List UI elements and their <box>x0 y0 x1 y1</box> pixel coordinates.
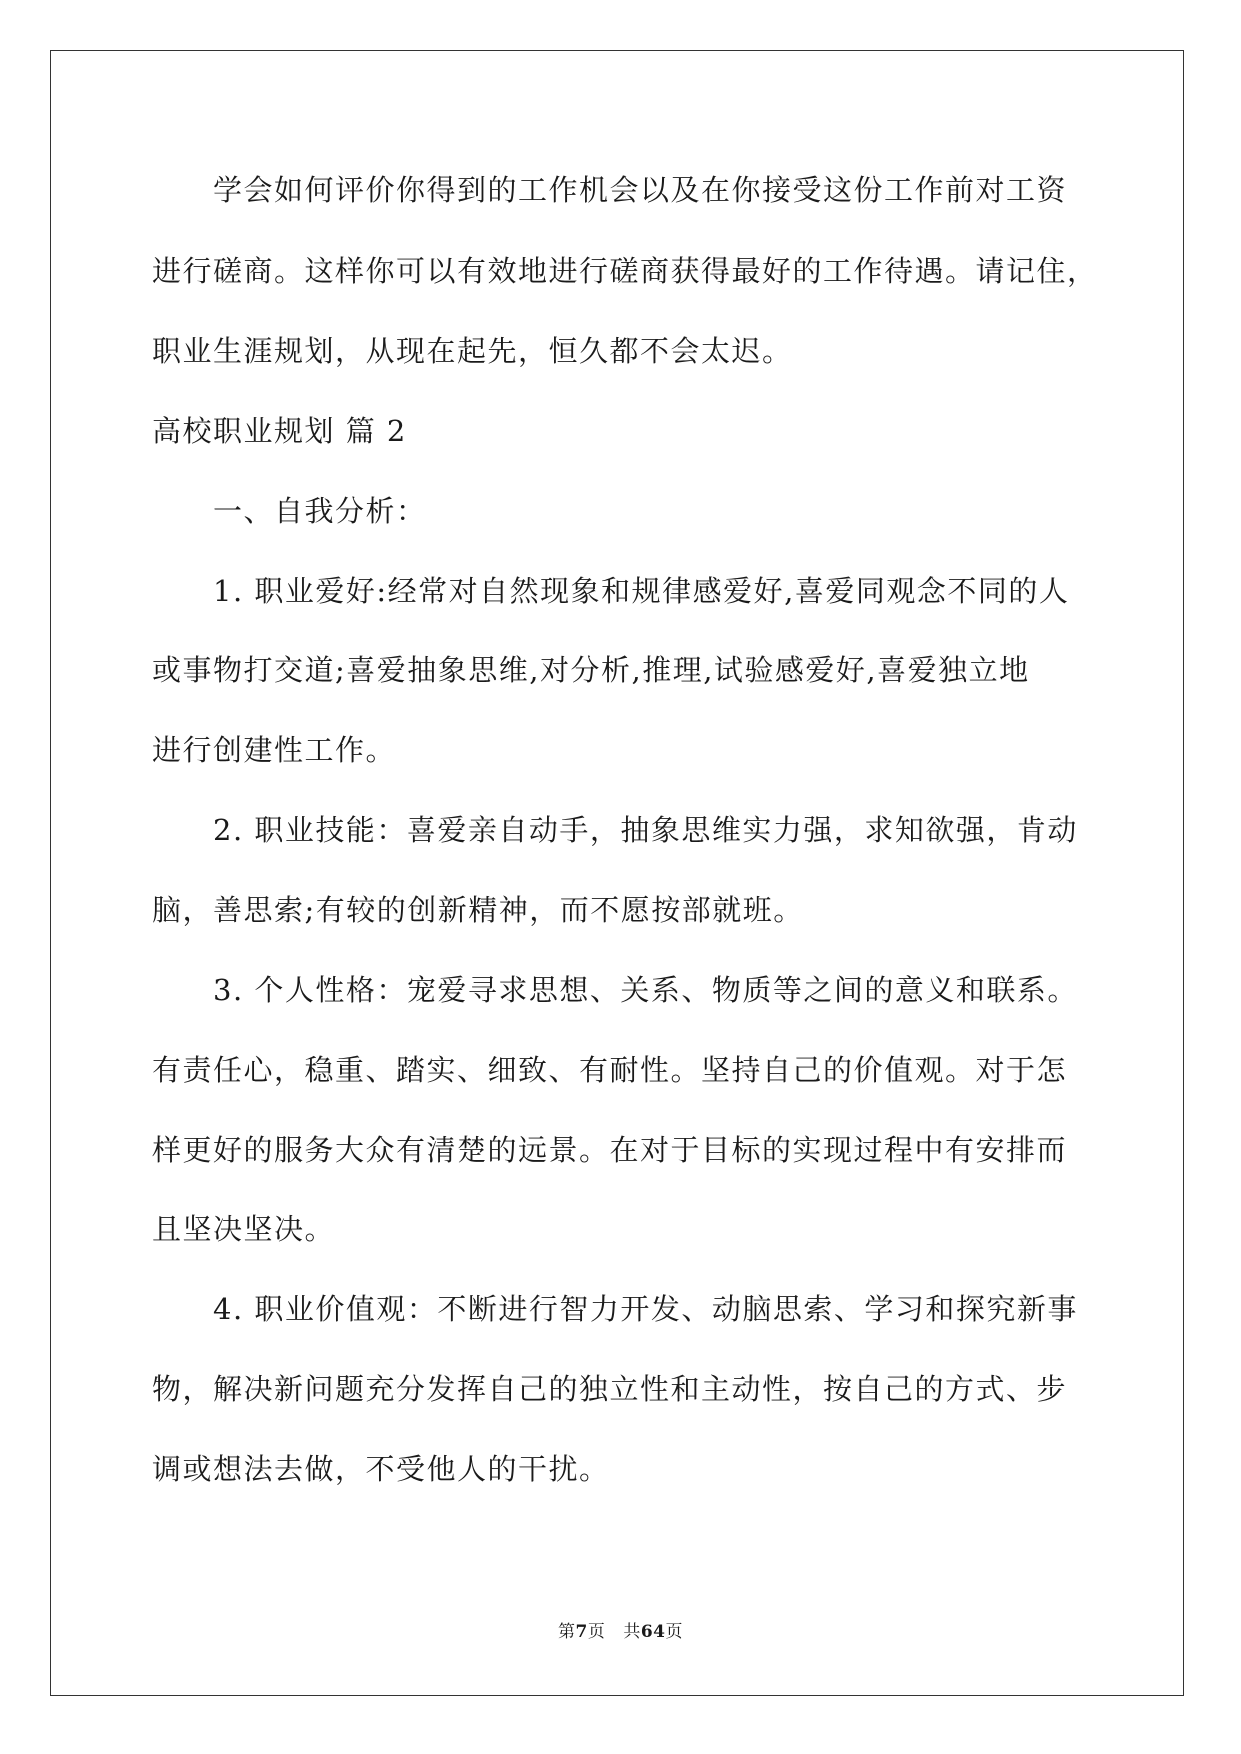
paragraph-line: 调或想法去做，不受他人的干扰。 <box>152 1452 610 1486</box>
paragraph-line: 1. 职业爱好:经常对自然现象和规律感爱好,喜爱同观念不同的人 <box>213 574 1070 608</box>
footer-page-prefix: 第 <box>557 1622 576 1642</box>
paragraph-line: 样更好的服务大众有清楚的远景。在对于目标的实现过程中有安排而 <box>152 1133 1068 1167</box>
footer-total-prefix: 共 <box>623 1622 641 1642</box>
footer-total-pages: 64 <box>640 1622 666 1642</box>
paragraph-line: 有责任心，稳重、踏实、细致、有耐性。坚持自己的价值观。对于怎 <box>152 1053 1068 1087</box>
paragraph-line: 3. 个人性格：宠爱寻求思想、关系、物质等之间的意义和联系。 <box>213 973 1078 1007</box>
paragraph-line: 学会如何评价你得到的工作机会以及在你接受这份工作前对工资 <box>213 173 1068 207</box>
paragraph-line: 2. 职业技能：喜爱亲自动手，抽象思维实力强，求知欲强，肯动 <box>213 813 1078 847</box>
footer-total-suffix: 页 <box>665 1622 683 1642</box>
paragraph-line: 或事物打交道;喜爱抽象思维,对分析,推理,试验感爱好,喜爱独立地 <box>152 653 1030 687</box>
footer-page-suffix: 页 <box>587 1622 606 1642</box>
paragraph-line: 进行创建性工作。 <box>152 733 397 767</box>
paragraph-line: 职业生涯规划，从现在起先，恒久都不会太迟。 <box>152 334 793 368</box>
page-footer <box>0 1617 1241 1642</box>
paragraph-line: 脑，善思索;有较的创新精神，而不愿按部就班。 <box>152 893 804 927</box>
paragraph-line: 且坚决坚决。 <box>152 1212 336 1246</box>
footer-page-number: 7 <box>575 1622 588 1642</box>
paragraph-line: 进行磋商。这样你可以有效地进行磋商获得最好的工作待遇。请记住， <box>152 254 1098 288</box>
paragraph-line: 4. 职业价值观：不断进行智力开发、动脑思索、学习和探究新事 <box>213 1292 1078 1326</box>
paragraph-line: 一、自我分析： <box>213 494 427 528</box>
section-heading: 高校职业规划 篇 2 <box>152 414 407 448</box>
paragraph-line: 物，解决新问题充分发挥自己的独立性和主动性，按自己的方式、步 <box>152 1372 1068 1406</box>
